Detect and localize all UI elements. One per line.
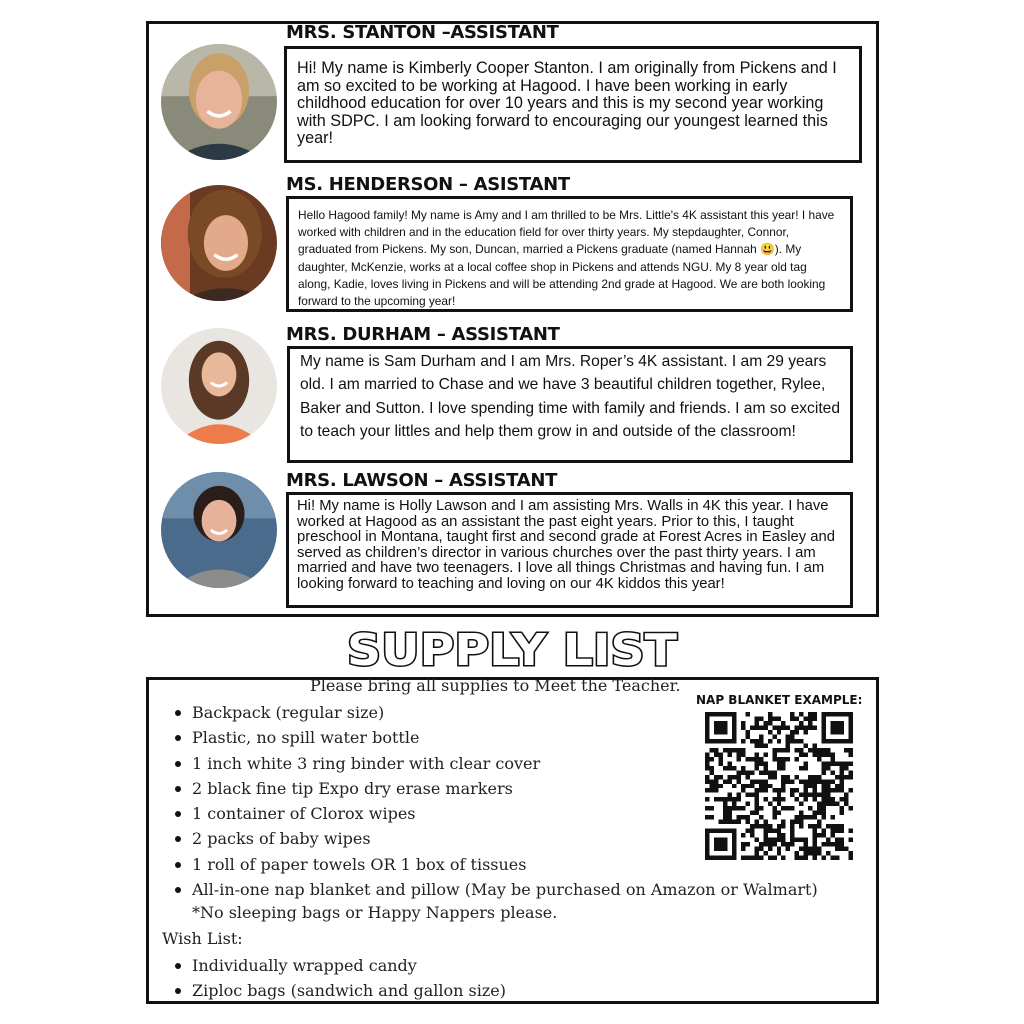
portrait-photo-icon: [161, 472, 277, 588]
list-item-text: 2 black fine tip Expo dry erase markers: [192, 778, 513, 798]
list-item-text: 1 roll of paper towels OR 1 box of tissues: [192, 854, 527, 874]
staff-heading-lawson: MRS. LAWSON – ASSISTANT: [286, 470, 558, 491]
list-item-text: 1 container of Clorox wipes: [192, 804, 416, 824]
bullet-icon: [175, 735, 181, 741]
list-item-text: Backpack (regular size): [192, 703, 385, 722]
staff-bio-stanton: [284, 46, 862, 163]
bullet-icon: [175, 836, 181, 842]
supply-list-title-text: SUPPLY LIST: [347, 625, 677, 676]
list-item: [170, 877, 818, 902]
list-item-text: 1 inch white 3 ring binder with clear cover: [192, 753, 541, 773]
staff-heading-henderson: MS. HENDERSON – ASISTANT: [286, 174, 570, 195]
list-item-text: Individually wrapped candy: [192, 956, 417, 975]
list-item-text: Ziploc bags (sandwich and gallon size): [192, 981, 506, 1001]
supply-list-title: [340, 622, 684, 674]
staff-photo-henderson: [161, 185, 277, 301]
qr-code-icon[interactable]: [705, 712, 853, 860]
portrait-photo-icon: [161, 185, 277, 301]
list-item: [170, 953, 506, 978]
bullet-icon: [175, 761, 181, 767]
portrait-photo-icon: [161, 44, 277, 160]
staff-bio-text: My name is Sam Durham and I am Mrs. Roper’s 4K assistant. I am 29 years old. I am married to Chase and we have 3 beautiful children together, Rylee, Baker and Sutton. I love spending time with family and friends. I am so excited to teach your littles and help them grow in and outside of the classroom!: [300, 353, 840, 441]
staff-heading-durham: MRS. DURHAM – ASSISTANT: [286, 324, 560, 345]
wish-list: [170, 953, 506, 1004]
bullet-icon: [175, 811, 181, 817]
bullet-icon: [175, 963, 181, 969]
staff-photo-durham: [161, 328, 277, 444]
staff-photo-lawson: [161, 472, 277, 588]
staff-photo-stanton: [161, 44, 277, 160]
bullet-icon: [175, 862, 181, 868]
bullet-icon: [175, 887, 181, 893]
list-item-text: Plastic, no spill water bottle: [192, 728, 420, 748]
qr-label: NAP BLANKET EXAMPLE:: [696, 693, 863, 707]
wish-list-heading: Wish List:: [162, 929, 243, 948]
supply-intro: Please bring all supplies to Meet the Teacher.: [310, 676, 681, 695]
staff-bio-text: Hi! My name is Kimberly Cooper Stanton. I am originally from Pickens and I am so excited to be working at Hagood. I have been working in early childhood education for over 10 years and this is my second year working with SDPC. I am looking forward to encouraging our youngest learned this year!: [297, 59, 837, 148]
list-item-text: 2 packs of baby wipes: [192, 829, 371, 849]
bullet-icon: [175, 710, 181, 716]
bullet-icon: [175, 786, 181, 792]
staff-bio-text: Hello Hagood family! My name is Amy and I am thrilled to be Mrs. Little's 4K assistant this year! I have worked with children and in the education field for over thirty years. My stepdaughter, Connor, graduated from Pickens. My son, Duncan, married a Pickens graduate (named Hannah 😃). My daughter, McKenzie, works at a local coffee shop in Pickens and attends NGU. My 8 year old tag along, Kadie, loves living in Pickens and will be attending 2nd grade at Hagood. We are both looking forward to the upcoming year!: [298, 208, 835, 309]
staff-bio-text: Hi! My name is Holly Lawson and I am assisting Mrs. Walls in 4K this year. I have worked at Hagood as an assistant the past eight years. Prior to this, I taught preschool in Montana, taught first and second grade at Forest Acres in Easley and served as children’s director in various churches over the past thirty years. I am married and have two teenagers. I love all things Christmas and having fun. I am looking forward to teaching and loving on our 4K kiddos this year!: [297, 498, 835, 592]
list-item-text: All-in-one nap blanket and pillow (May be purchased on Amazon or Walmart): [192, 880, 818, 900]
staff-heading-stanton: MRS. STANTON –ASSISTANT: [286, 22, 559, 43]
bullet-icon: [175, 988, 181, 994]
list-item: [170, 978, 506, 1003]
supply-note: *No sleeping bags or Happy Nappers please.: [192, 903, 558, 922]
staff-bio-durham: [287, 346, 853, 463]
portrait-photo-icon: [161, 328, 277, 444]
staff-bio-lawson: [286, 492, 853, 608]
staff-bio-henderson: [286, 196, 853, 312]
